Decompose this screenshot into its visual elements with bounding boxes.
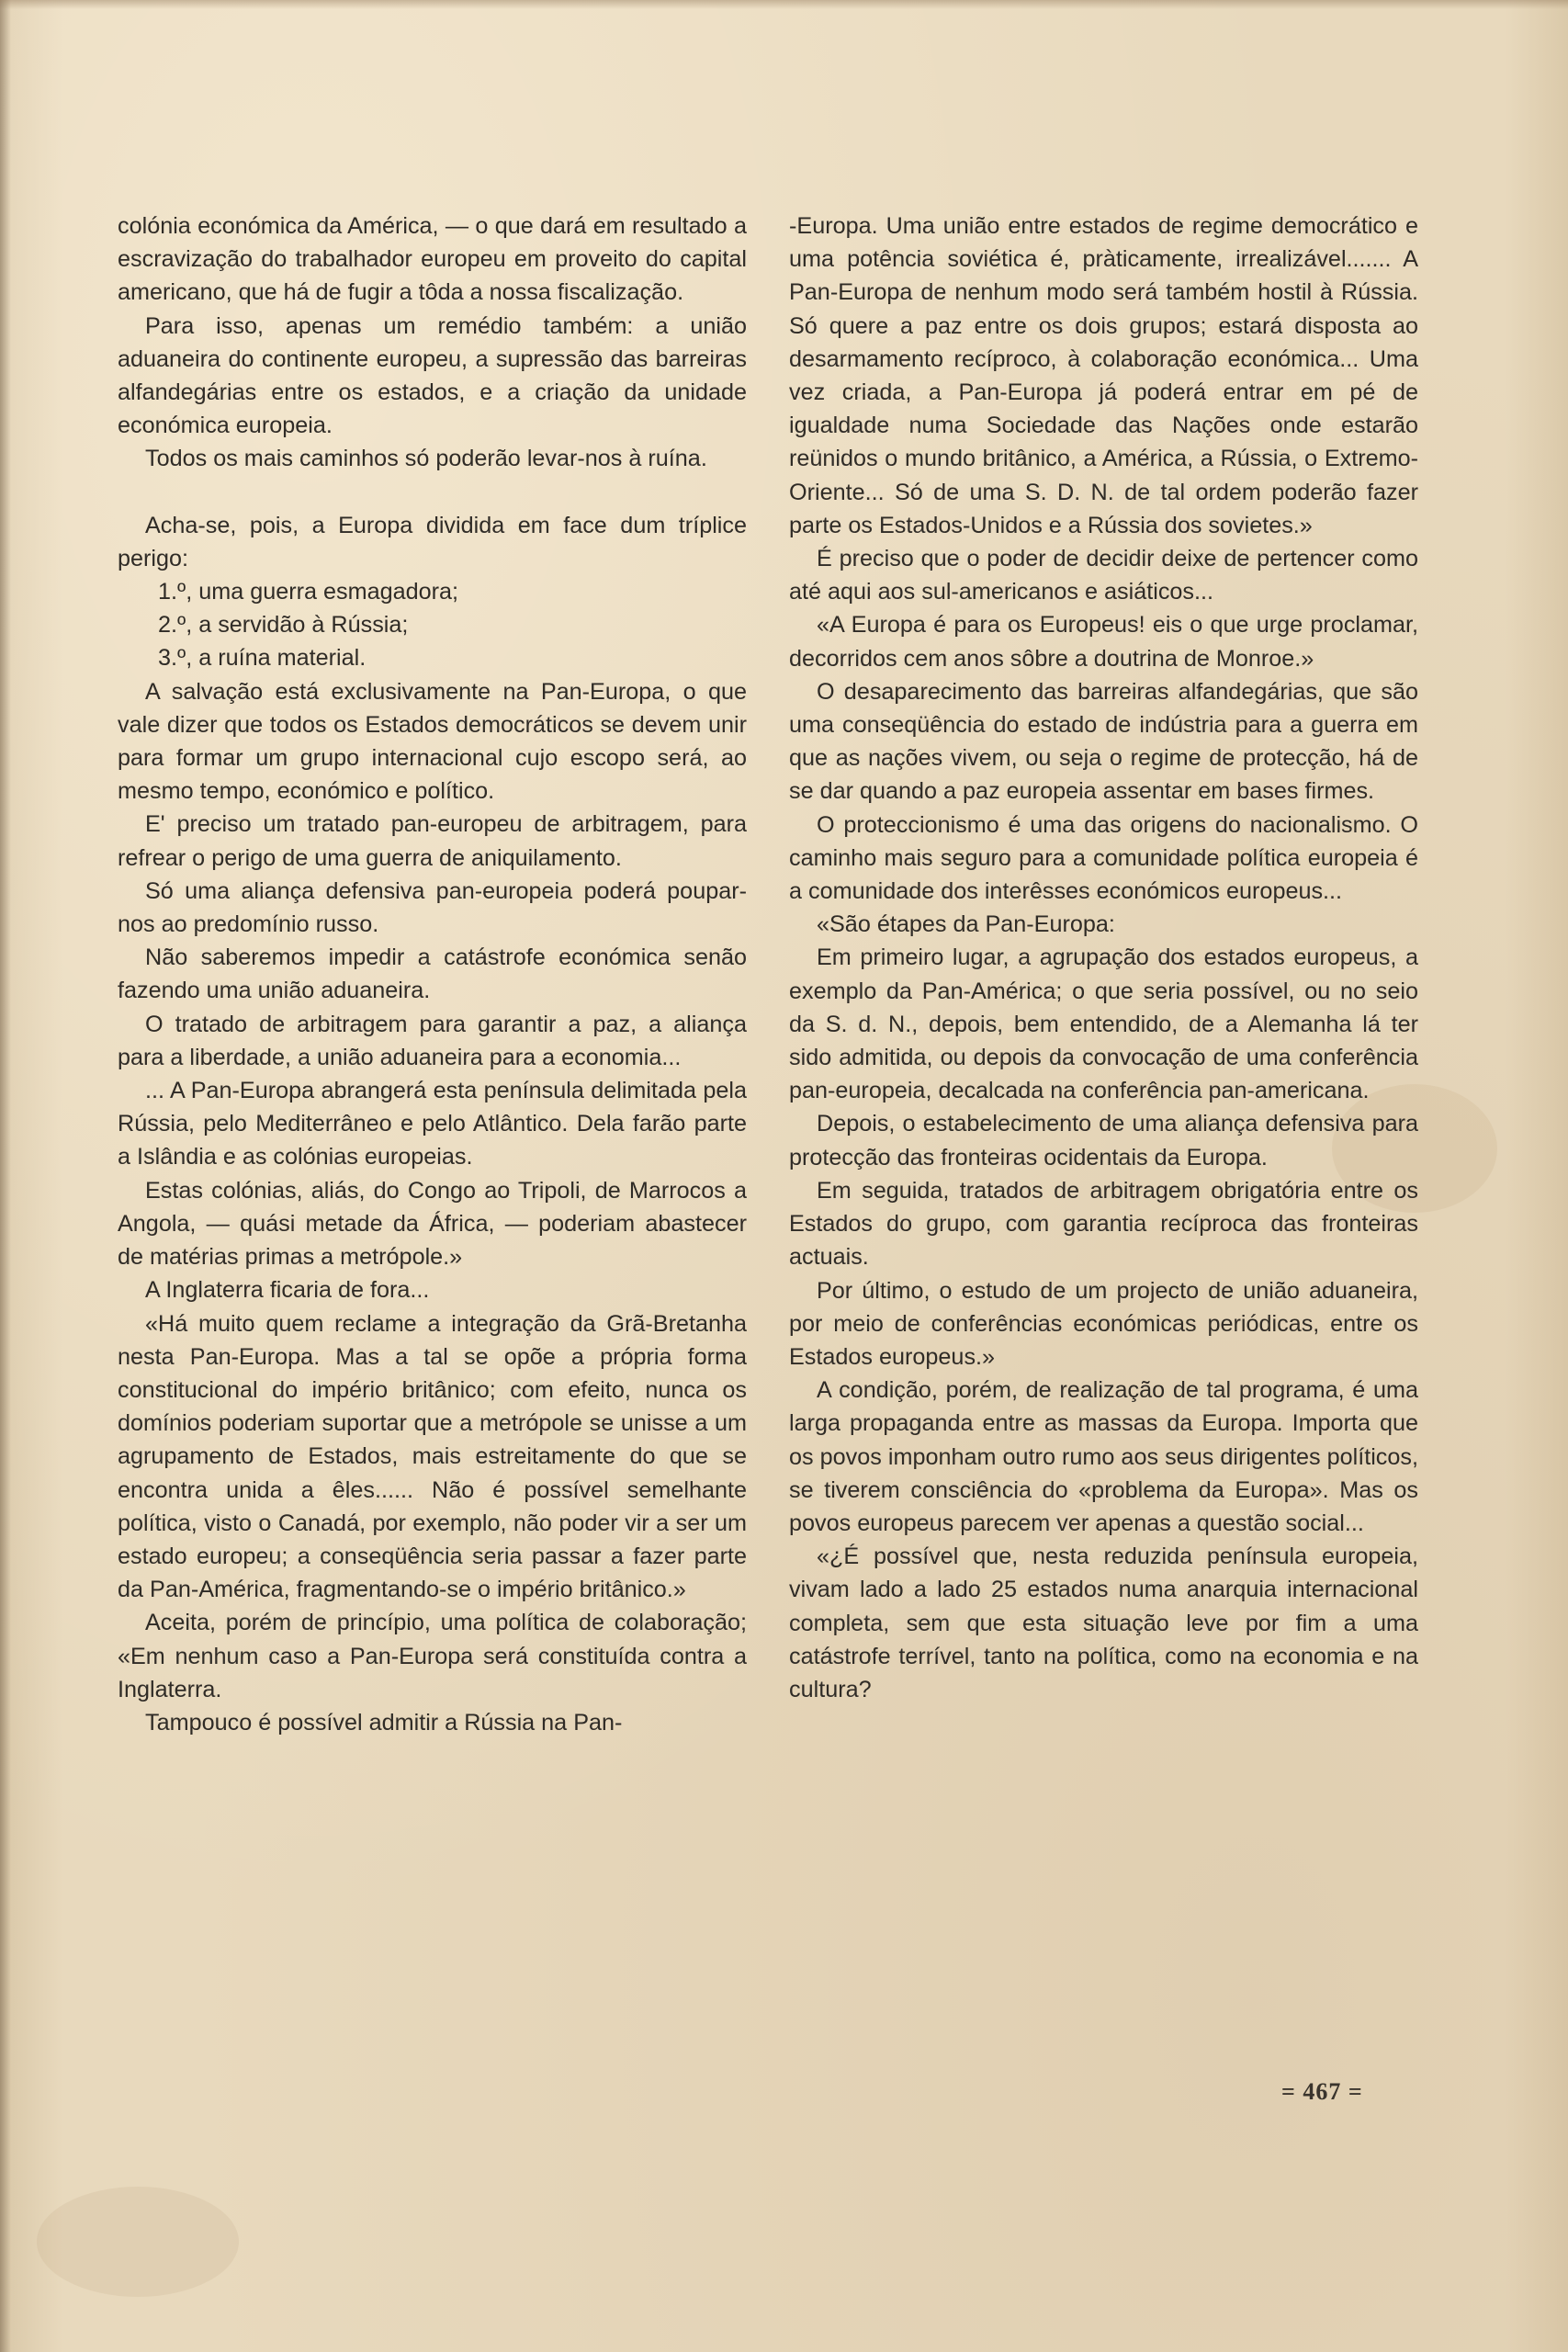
paragraph: E' preciso um tratado pan-europeu de arbitragem, para refrear o perigo de uma guerra de aniquilamento. xyxy=(118,811,747,871)
paragraph: «São étapes da Pan-Europa: xyxy=(817,911,1115,938)
list-item: 1.º, uma guerra esmagadora; xyxy=(158,579,459,605)
paragraph: É preciso que o poder de decidir deixe de pertencer como até aqui aos sul-americanos e asiáticos... xyxy=(789,546,1418,605)
paragraph: «¿É possível que, nesta reduzida península europeia, vivam lado a lado 25 estados numa anarquia internacional completa, sem que esta situação leve por fim a uma catástrofe terrível, tanto na política, como na economia e na cultura? xyxy=(789,1544,1418,1702)
left-column xyxy=(118,209,747,1739)
paragraph: Só uma aliança defensiva pan-europeia poderá poupar-nos ao predomínio russo. xyxy=(118,877,747,938)
right-column xyxy=(789,209,1418,1706)
paragraph: «Há muito quem reclame a integração da Grã-Bretanha nesta Pan-Europa. Mas a tal se opõe a própria forma constitucional do império britânico; com efeito, nunca os domínios poderiam suportar que a metrópole se unisse a um agrupamento de Estados, mais estreitamente do que se encontra unida a êles...... Não é possível semelhante política, visto o Canadá, por exemplo, não poder vir a ser um estado europeu; a conseqüência seria passar a fazer parte da Pan-América, fragmentando-se o império britânico.» xyxy=(118,1310,747,1603)
paragraph: O proteccionismo é uma das origens do nacionalismo. O caminho mais seguro para a comunidade política europeia é a comunidade dos interêsses económicos europeus... xyxy=(789,811,1418,905)
paragraph: Tampouco é possível admitir a Rússia na Pan- xyxy=(145,1709,623,1736)
paragraph: A condição, porém, de realização de tal programa, é uma larga propaganda entre as massas da Europa. Importa que os povos imponham outro rumo aos seus dirigentes políticos, se tiverem consciência do «problema da Europa». Mas os povos europeus parecem ver apenas a questão social... xyxy=(789,1377,1418,1536)
page-edge-left xyxy=(0,0,11,2352)
list-item: 2.º, a servidão à Rússia; xyxy=(158,612,409,639)
list-item: 3.º, a ruína material. xyxy=(158,645,367,672)
paragraph: Todos os mais caminhos só poderão levar-nos à ruína. xyxy=(145,446,707,472)
paragraph: Não saberemos impedir a catástrofe económica senão fazendo uma união aduaneira. xyxy=(118,944,747,1004)
page-number: = 467 = xyxy=(1281,2078,1363,2105)
page-edge-top xyxy=(0,0,1568,9)
paragraph: O desaparecimento das barreiras alfandegárias, que são uma conseqüência do estado de indústria para a guerra em que as nações vivem, ou seja o regime de protecção, há de se dar quando a paz europeia assentar em bases firmes. xyxy=(789,678,1418,805)
paragraph: ... A Pan-Europa abrangerá esta península delimitada pela Rússia, pelo Mediterrâneo e pelo Atlântico. Dela farão parte a Islândia e as colónias europeias. xyxy=(118,1078,747,1170)
paragraph: A salvação está exclusivamente na Pan-Europa, o que vale dizer que todos os Estados democráticos se devem unir para formar um grupo internacional cujo escopo será, ao mesmo tempo, económico e político. xyxy=(118,678,747,805)
paragraph: Por último, o estudo de um projecto de união aduaneira, por meio de conferências económicas periódicas, entre os Estados europeus.» xyxy=(789,1277,1418,1370)
paragraph: Depois, o estabelecimento de uma aliança defensiva para protecção das fronteiras ocidentais da Europa. xyxy=(789,1111,1418,1170)
paragraph: Em primeiro lugar, a agrupação dos estados europeus, a exemplo da Pan-América; o que seria possível, ou no seio da S. d. N., depois, bem entendido, de a Alemanha lá ter sido admitida, ou depois da convocação de uma conferência pan-europeia, decalcada na conferência pan-americana. xyxy=(789,944,1418,1104)
paper-stain xyxy=(37,2187,239,2297)
paragraph: Em seguida, tratados de arbitragem obrigatória entre os Estados do grupo, com garantia recíproca das fronteiras actuais. xyxy=(789,1177,1418,1271)
paragraph: A Inglaterra ficaria de fora... xyxy=(145,1277,430,1304)
paragraph: Para isso, apenas um remédio também: a união aduaneira do continente europeu, a supressão das barreiras alfandegárias entre os estados, e a criação da unidade económica europeia. xyxy=(118,312,747,439)
paragraph: O tratado de arbitragem para garantir a paz, a aliança para a liberdade, a união aduaneira para a economia... xyxy=(118,1011,747,1070)
paragraph: Acha-se, pois, a Europa dividida em face dum tríplice perigo: xyxy=(118,512,747,571)
paragraph: Aceita, porém de princípio, uma política de colaboração; «Em nenhum caso a Pan-Europa será constituída contra a Inglaterra. xyxy=(118,1610,747,1702)
paragraph: Estas colónias, aliás, do Congo ao Tripoli, de Marrocos a Angola, — quási metade da África, — poderiam abastecer de matérias primas a metrópole.» xyxy=(118,1177,747,1271)
paragraph: colónia económica da América, — o que dará em resultado a escravização do trabalhador europeu em proveito do capital americano, que há de fugir a tôda a nossa fiscalização. xyxy=(118,213,747,306)
paragraph: -Europa. Uma união entre estados de regime democrático e uma potência soviética é, pràticamente, irrealizável....... A Pan-Europa de nenhum modo será também hostil à Rússia. Só quere a paz entre os dois grupos; estará disposta ao desarmamento recíproco, à colaboração económica... Uma vez criada, a Pan-Europa já poderá entrar em pé de igualdade numa Sociedade das Nações onde estarão reünidos o mundo britânico, a América, a Rússia, o Extremo-Oriente... Só de uma S. D. N. de tal ordem poderão fazer parte os Estados-Unidos e a Rússia dos sovietes.» xyxy=(789,213,1418,538)
paragraph: «A Europa é para os Europeus! eis o que urge proclamar, decorridos cem anos sôbre a doutrina de Monroe.» xyxy=(789,612,1418,672)
